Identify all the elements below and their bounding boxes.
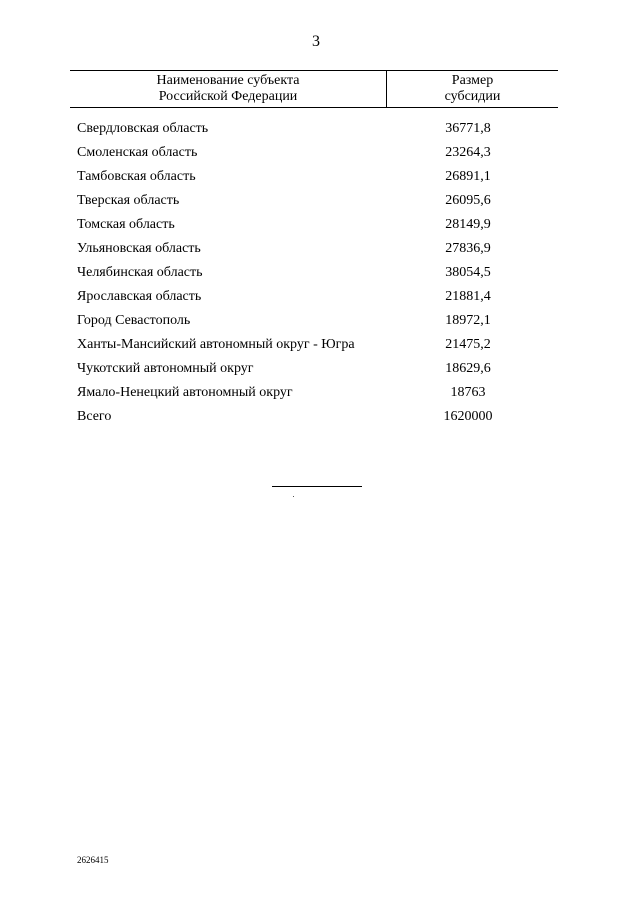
subsidy-value: 38054,5 (445, 265, 491, 280)
table-row (77, 213, 557, 237)
document-code: 2626415 (77, 855, 109, 865)
header-subsidy-amount (387, 71, 558, 107)
region-name: Свердловская область (77, 121, 209, 136)
subsidy-value: 26891,1 (445, 169, 491, 184)
header-subsidy-amount-line1: Размер (451, 73, 494, 88)
subsidy-value: 28149,9 (445, 217, 491, 232)
table-row (77, 357, 557, 381)
region-name: Ханты-Мансийский автономный округ - Югра (77, 337, 355, 352)
region-name: Ярославская область (77, 289, 202, 304)
total-label: Всего (77, 409, 112, 424)
region-name: Тамбовская область (77, 169, 196, 184)
table-row (77, 309, 557, 333)
subsidy-value: 23264,3 (445, 145, 491, 160)
subsidy-value: 18763 (450, 385, 486, 400)
region-name: Смоленская область (77, 145, 198, 160)
region-name: Ямало-Ненецкий автономный округ (77, 385, 293, 400)
region-name: Чукотский автономный округ (77, 361, 254, 376)
table-row (77, 333, 557, 357)
table-body (77, 117, 557, 429)
region-name: Ульяновская область (77, 241, 201, 256)
region-name: Челябинская область (77, 265, 203, 280)
header-region-name (70, 71, 387, 107)
table-row (77, 117, 557, 141)
table-row (77, 165, 557, 189)
subsidy-value: 26095,6 (445, 193, 491, 208)
scan-dot (293, 496, 294, 497)
total-value: 1620000 (443, 409, 493, 424)
table-row (77, 141, 557, 165)
page-number: 3 (312, 33, 320, 50)
subsidy-value: 18972,1 (445, 313, 491, 328)
table-row (77, 189, 557, 213)
region-name: Томская область (77, 217, 175, 232)
subsidy-value: 36771,8 (445, 121, 491, 136)
subsidy-value: 21881,4 (445, 289, 491, 304)
header-region-name-line1: Наименование субъекта (156, 73, 300, 88)
end-divider (272, 486, 362, 487)
subsidy-value: 21475,2 (445, 337, 491, 352)
subsidy-value: 18629,6 (445, 361, 491, 376)
header-subsidy-amount-line2: субсидии (444, 89, 501, 104)
table-header (70, 70, 558, 108)
table-row (77, 237, 557, 261)
header-region-name-line2: Российской Федерации (158, 89, 298, 104)
region-name: Город Севастополь (77, 313, 191, 328)
table-row-total (77, 405, 557, 429)
table-row (77, 381, 557, 405)
subsidy-value: 27836,9 (445, 241, 491, 256)
region-name: Тверская область (77, 193, 180, 208)
table-row (77, 285, 557, 309)
table-row (77, 261, 557, 285)
